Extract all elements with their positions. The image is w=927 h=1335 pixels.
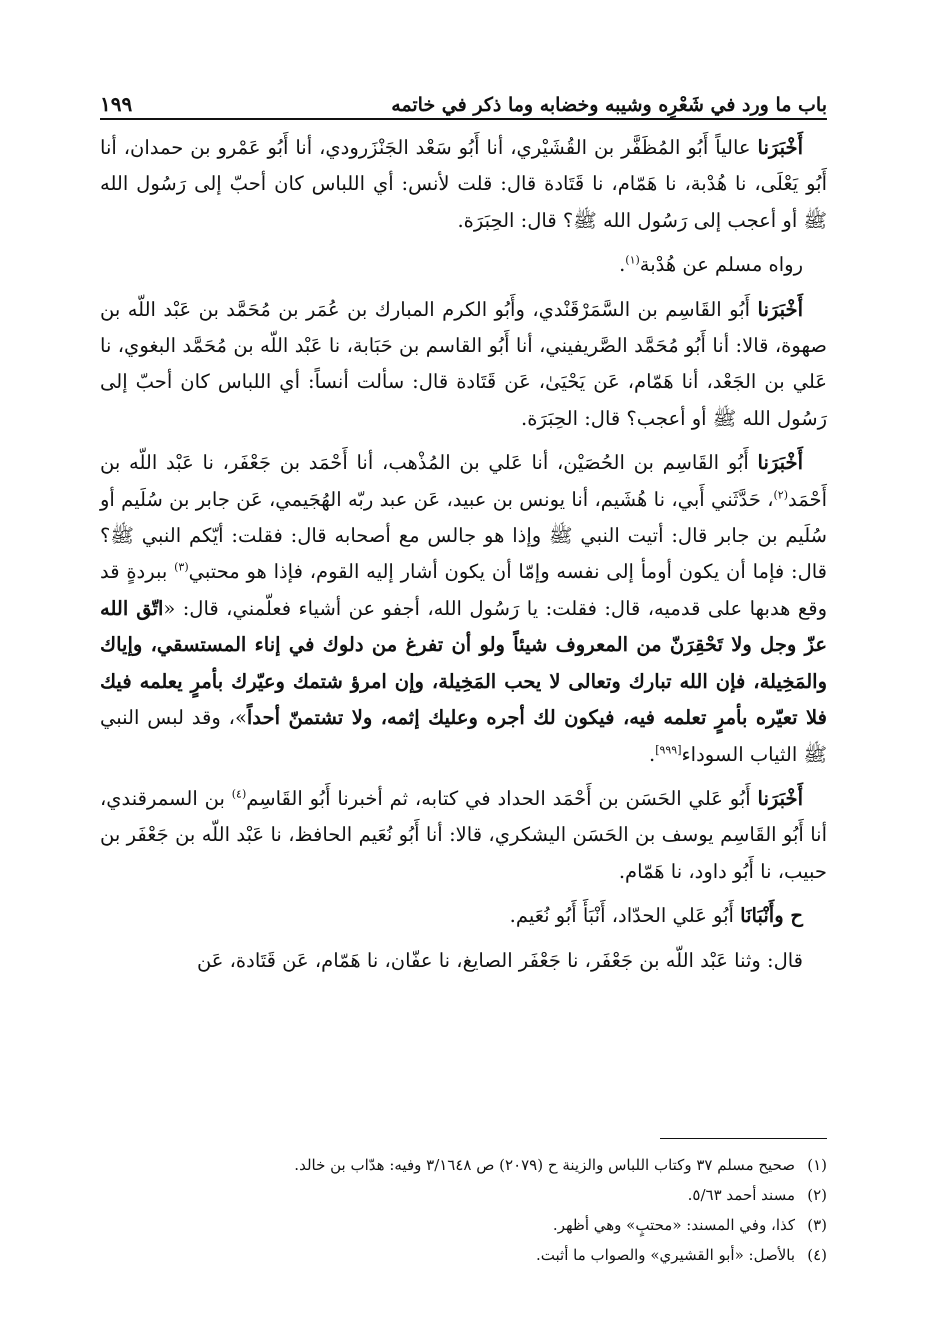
- reference-number: [٩٩٩]: [655, 743, 682, 756]
- paragraph-5: [100, 898, 827, 934]
- footnote-2: [100, 1180, 827, 1210]
- footnote-marker: (١): [625, 253, 640, 267]
- footnote-3: [100, 1210, 827, 1240]
- footnote-marker: (٤): [231, 787, 247, 801]
- footnote-marker: (٢): [773, 488, 789, 502]
- footnote-text: صحيح مسلم ٣٧ وكتاب اللباس والزينة ح (٢٠٧٩) ص ٣/١٦٤٨ وفيه: هدّاب بن خالد.: [294, 1156, 795, 1174]
- main-text: [100, 130, 827, 987]
- narration-lead: أَخْبَرَنا: [757, 786, 803, 810]
- footnote-1: [100, 1150, 827, 1180]
- paragraph-2: [100, 292, 827, 438]
- footnote-number: (٢): [807, 1186, 827, 1204]
- hadith-quote: اتّق الله عزّ وجل ولا تَحْقِرَنّ من المعروف شيئاً ولو أن تفرغ من دلوك في إناء المستسقي، وإياك والمَخِيلة، فإن الله تبارك وتعالى لا يحب المَخِيلة، وإن امرؤ شتمك وعيّرك بأمرٍ يعلمه فيك فلا تعيّره بأمرٍ تعلمه فيه، فيكون لك أجره وعليك إثمه، ولا تشتمنّ أحداً: [100, 596, 827, 730]
- paragraph-1: [100, 130, 827, 239]
- footnote-number: (٣): [807, 1216, 827, 1234]
- paragraph-text: عالياً أَبُو المُظَفَّر بن القُشَيْري، أنا أَبُو سَعْد الجَنْزَرودي، أنا أَبُو عَمْرو بن حمدان، أنا أَبُو يَعْلَى، نا هُدْبة، نا هَمّام، نا قَتَادة قال: قلت لأنس: أي اللباس كان أحبّ إلى رَسُول الله ﷺ أو أعجب إلى رَسُول الله ﷺ؟ قال: الحِبَرَة.: [100, 136, 827, 232]
- chapter-title: باب ما ورد في شَعْرِه وشيبه وخضابه وما ذكر في خاتمه: [391, 94, 827, 116]
- footnote-divider: [660, 1138, 827, 1139]
- narration-lead: ح وأَنْبَانَا: [740, 904, 803, 928]
- paragraph-4: أَخْبَرَنا أَبُو عَلي الحَسَن بن أَحْمَد الحداد في كتابه، ثم أخبرنا أَبُو القَاسِم$^{(٤)}$ بن السمرقندي، أنا أَبُو القَاسِم يوسف بن الحَسَن اليشكري، قالا: أنا أَبُو نُعَيم الحافظ، نا عَبْد اللّه بن جَعْفَر بن حبيب، نا أَبُو داود، نا هَمّام.: [100, 786, 827, 883]
- narration-lead: أَخْبَرَنا: [757, 451, 803, 475]
- footnotes: [100, 1150, 827, 1270]
- paragraph-text: أَبُو عَلي الحدّاد، أَنْبَأَ أَبُو نُعَيم.: [509, 904, 741, 928]
- footnote-number: (١): [807, 1156, 827, 1174]
- page-number: ١٩٩: [100, 92, 133, 116]
- header-divider: [100, 118, 827, 120]
- footnote-text: بالأصل: «أبو القشيري» والصواب ما أثبت.: [536, 1246, 795, 1264]
- footnote-text: كذا، وفي المسند: «محتبٍ» وهي أظهر.: [552, 1216, 795, 1234]
- paragraph-1-source: رواه مسلم عن هُدْبة$^{(١)}$.: [619, 253, 803, 277]
- paragraph-text: رواه مسلم عن هُدْبة: [639, 253, 803, 277]
- paragraph-text: أَبُو القَاسِم بن السَّمَرْقَنْدي، وأَبُو الكرم المبارك بن عُمَر بن مُحَمَّد بن عَبْد اللّه بن صهوة، قالا: أنا أَبُو مُحَمَّد الصَّريفيني، أنا أَبُو القاسم بن حَبَابة، نا عَبْد اللّه بن مُحَمَّد البغوي، نا عَلي بن الجَعْد، أنا هَمّام، عَن يَحْيَىٰ، عَن قَتَادة قال: سألت أنساً: أي اللباس كان أحبّ إلى رَسُول الله ﷺ أو أعجب؟ قال: الحِبَرَة.: [100, 297, 827, 430]
- paragraph-text: قال: وثنا عَبْد اللّه بن جَعْفَر، نا جَعْفَر الصايغ، نا عفّان، نا هَمّام، عَن قَتَادة، عَن: [196, 948, 803, 972]
- paragraph-3: أَخْبَرَنا أَبُو القَاسِم بن الحُصَيْن، أنا عَلي بن المُذْهب، أنا أَحْمَد بن جَعْفَر، نا عَبْد اللّه بن أَحْمَد$^{(٢)}$، حَدَّثَني أَبي، نا هُشَيم، أنا يونس بن عبيد، عَن عبد ربّه الهُجَيمي، عَن جابر بن سُلَيم أو سُلَيم بن جابر قال: أتيت النبي ﷺ وإذا هو جالس مع أصحابه قال: فقلت: أيّكم النبي ﷺ؟ قال: فإما أن يكون أومأ إلى نفسه وإمّا أن يكون أشار إليه القوم، فإذا هو محتبي$^{(٣)}$ ببردةٍ قد وقع هدبها على قدميه، قال: فقلت: يا رَسُول الله، أجفو عن أشياء فعلّمني، قال: «اتّق الله عزّ وجل ولا تَحْقِرَنّ من المعروف شيئاً ولو أن تفرغ من دلوك في إناء المستسقي، وإياك والمَخِيلة، فإن الله تبارك وتعالى لا يحب المَخِيلة، وإن امرؤ شتمك وعيّرك بأمرٍ يعلمه فيك فلا تعيّره بأمرٍ تعلمه فيه، فيكون لك أجره وعليك إثمه، ولا تشتمنّ أحداً»، وقد لبس النبي ﷺ الثياب السوداء[٩٩٩].: [100, 451, 827, 766]
- footnote-number: (٤): [807, 1246, 827, 1264]
- footnote-text: مسند أحمد ٥/٦٣.: [687, 1186, 795, 1204]
- footnote-4: [100, 1240, 827, 1270]
- paragraph-6: [100, 943, 827, 979]
- footnote-marker: (٣): [174, 560, 189, 574]
- running-header: [100, 82, 827, 116]
- narration-lead: أَخْبَرَنا: [757, 297, 803, 321]
- narration-lead: أَخْبَرَنا: [757, 136, 803, 159]
